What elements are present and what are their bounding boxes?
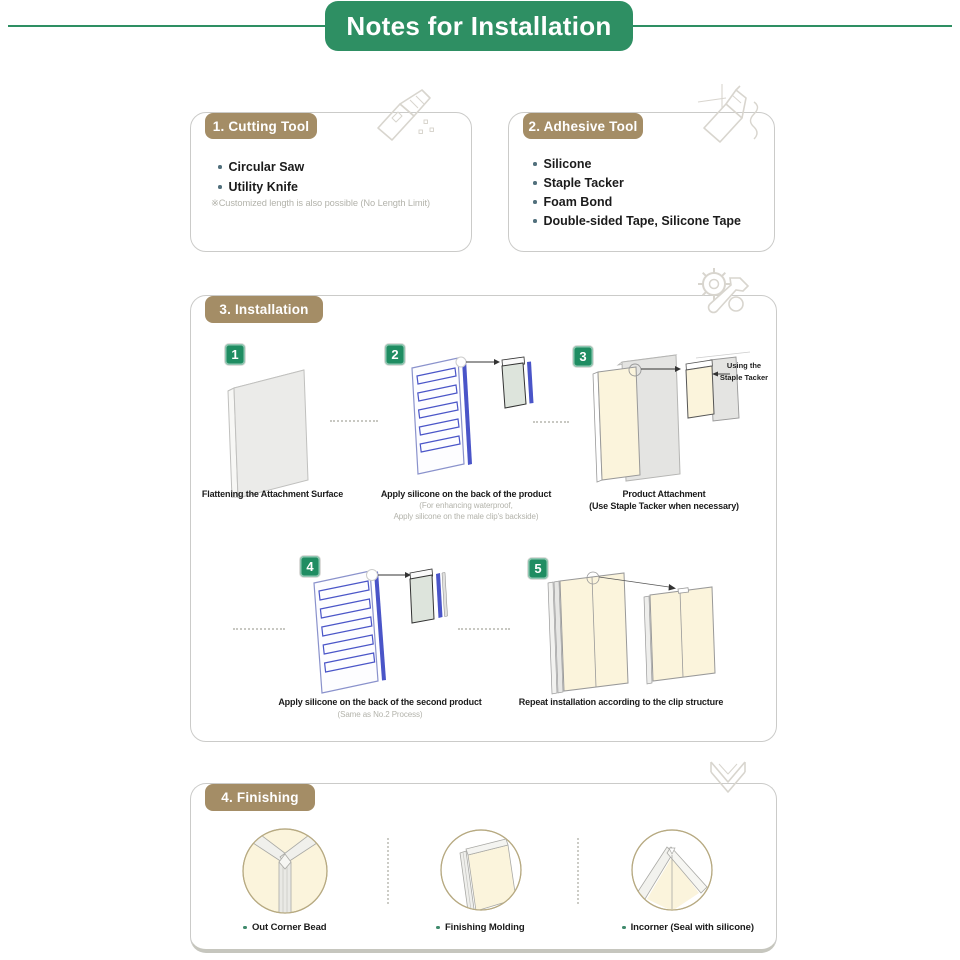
list-item [533, 176, 741, 190]
bullet-dot [436, 926, 440, 930]
list-item-label: Foam Bond [543, 195, 613, 209]
installation-badge: 3. Installation [205, 296, 323, 323]
step4-subcaption: (Same as No.2 Process) [337, 710, 423, 719]
finishing-item-label: Incorner (Seal with silicone) [630, 922, 754, 933]
title-rule-left [8, 25, 325, 27]
corner-trim-icon [703, 758, 753, 808]
step2-caption: Apply silicone on the back of the product [380, 489, 552, 499]
step1-caption: Flattening the Attachment Surface [201, 489, 344, 499]
title-rule-right [633, 25, 952, 27]
bullet-dot [218, 185, 222, 189]
dotted-separator [533, 421, 569, 423]
cutting-tool-list [218, 160, 304, 194]
dotted-separator [458, 628, 510, 630]
out-corner-bead-detail [242, 828, 328, 914]
step-number-1: 1 [225, 344, 245, 365]
bullet-dot [218, 165, 222, 169]
bullet-dot [533, 181, 537, 185]
step1-panel-diagram [212, 358, 342, 498]
incorner-detail [631, 829, 713, 911]
list-item-label: Utility Knife [228, 180, 298, 194]
list-item [218, 160, 304, 174]
page-title: Notes for Installation [325, 1, 633, 51]
step5-repeat-diagram [520, 565, 755, 697]
finishing-item-label: Out Corner Bead [251, 922, 327, 933]
step2-subcaption: (For enhancing waterproof, Apply silicone on the male clip's backside) [393, 501, 539, 521]
finishing-molding-detail [440, 829, 522, 911]
utility-knife-icon [372, 86, 444, 148]
bullet-dot [533, 162, 537, 166]
list-item [218, 180, 304, 194]
step-number-5: 5 [528, 558, 548, 579]
step4-silicone-diagram [292, 563, 452, 698]
step3-annotation: Using the Staple Tacker [719, 361, 769, 382]
list-item [533, 214, 741, 228]
bullet-dot [533, 200, 537, 204]
list-item-label: Silicone [543, 157, 592, 171]
step-number-3: 3 [573, 346, 593, 367]
step-number-2: 2 [385, 344, 405, 365]
list-item-label: Staple Tacker [543, 176, 624, 190]
step5-caption: Repeat installation according to the clip structure [518, 697, 724, 707]
gear-wrench-icon [690, 264, 754, 324]
bullet-dot [533, 219, 537, 223]
step2-silicone-diagram [382, 352, 534, 487]
dotted-divider [577, 838, 579, 904]
adhesive-tool-badge: 2. Adhesive Tool [523, 113, 643, 139]
list-item-label: Double-sided Tape, Silicone Tape [543, 214, 741, 228]
step-number-4: 4 [300, 556, 320, 577]
cutting-tool-note: ※Customized length is also possible (No Length Limit) [211, 198, 431, 208]
cutting-tool-badge: 1. Cutting Tool [205, 113, 317, 139]
bullet-dot [243, 926, 247, 930]
finishing-badge: 4. Finishing [205, 784, 315, 811]
dotted-divider [387, 838, 389, 904]
finishing-item [205, 922, 365, 933]
dotted-separator [330, 420, 378, 422]
dotted-separator [233, 628, 285, 630]
adhesive-tool-list [533, 157, 741, 228]
step3-caption: Product Attachment (Use Staple Tacker when necessary) [589, 489, 739, 511]
bullet-dot [622, 926, 626, 930]
silicone-gun-icon [692, 82, 772, 160]
step4-caption: Apply silicone on the back of the second product [278, 697, 482, 707]
finishing-item [398, 922, 563, 933]
list-item-label: Circular Saw [228, 160, 305, 174]
finishing-item-label: Finishing Molding [444, 922, 525, 933]
finishing-item [588, 922, 788, 933]
list-item [533, 195, 741, 209]
